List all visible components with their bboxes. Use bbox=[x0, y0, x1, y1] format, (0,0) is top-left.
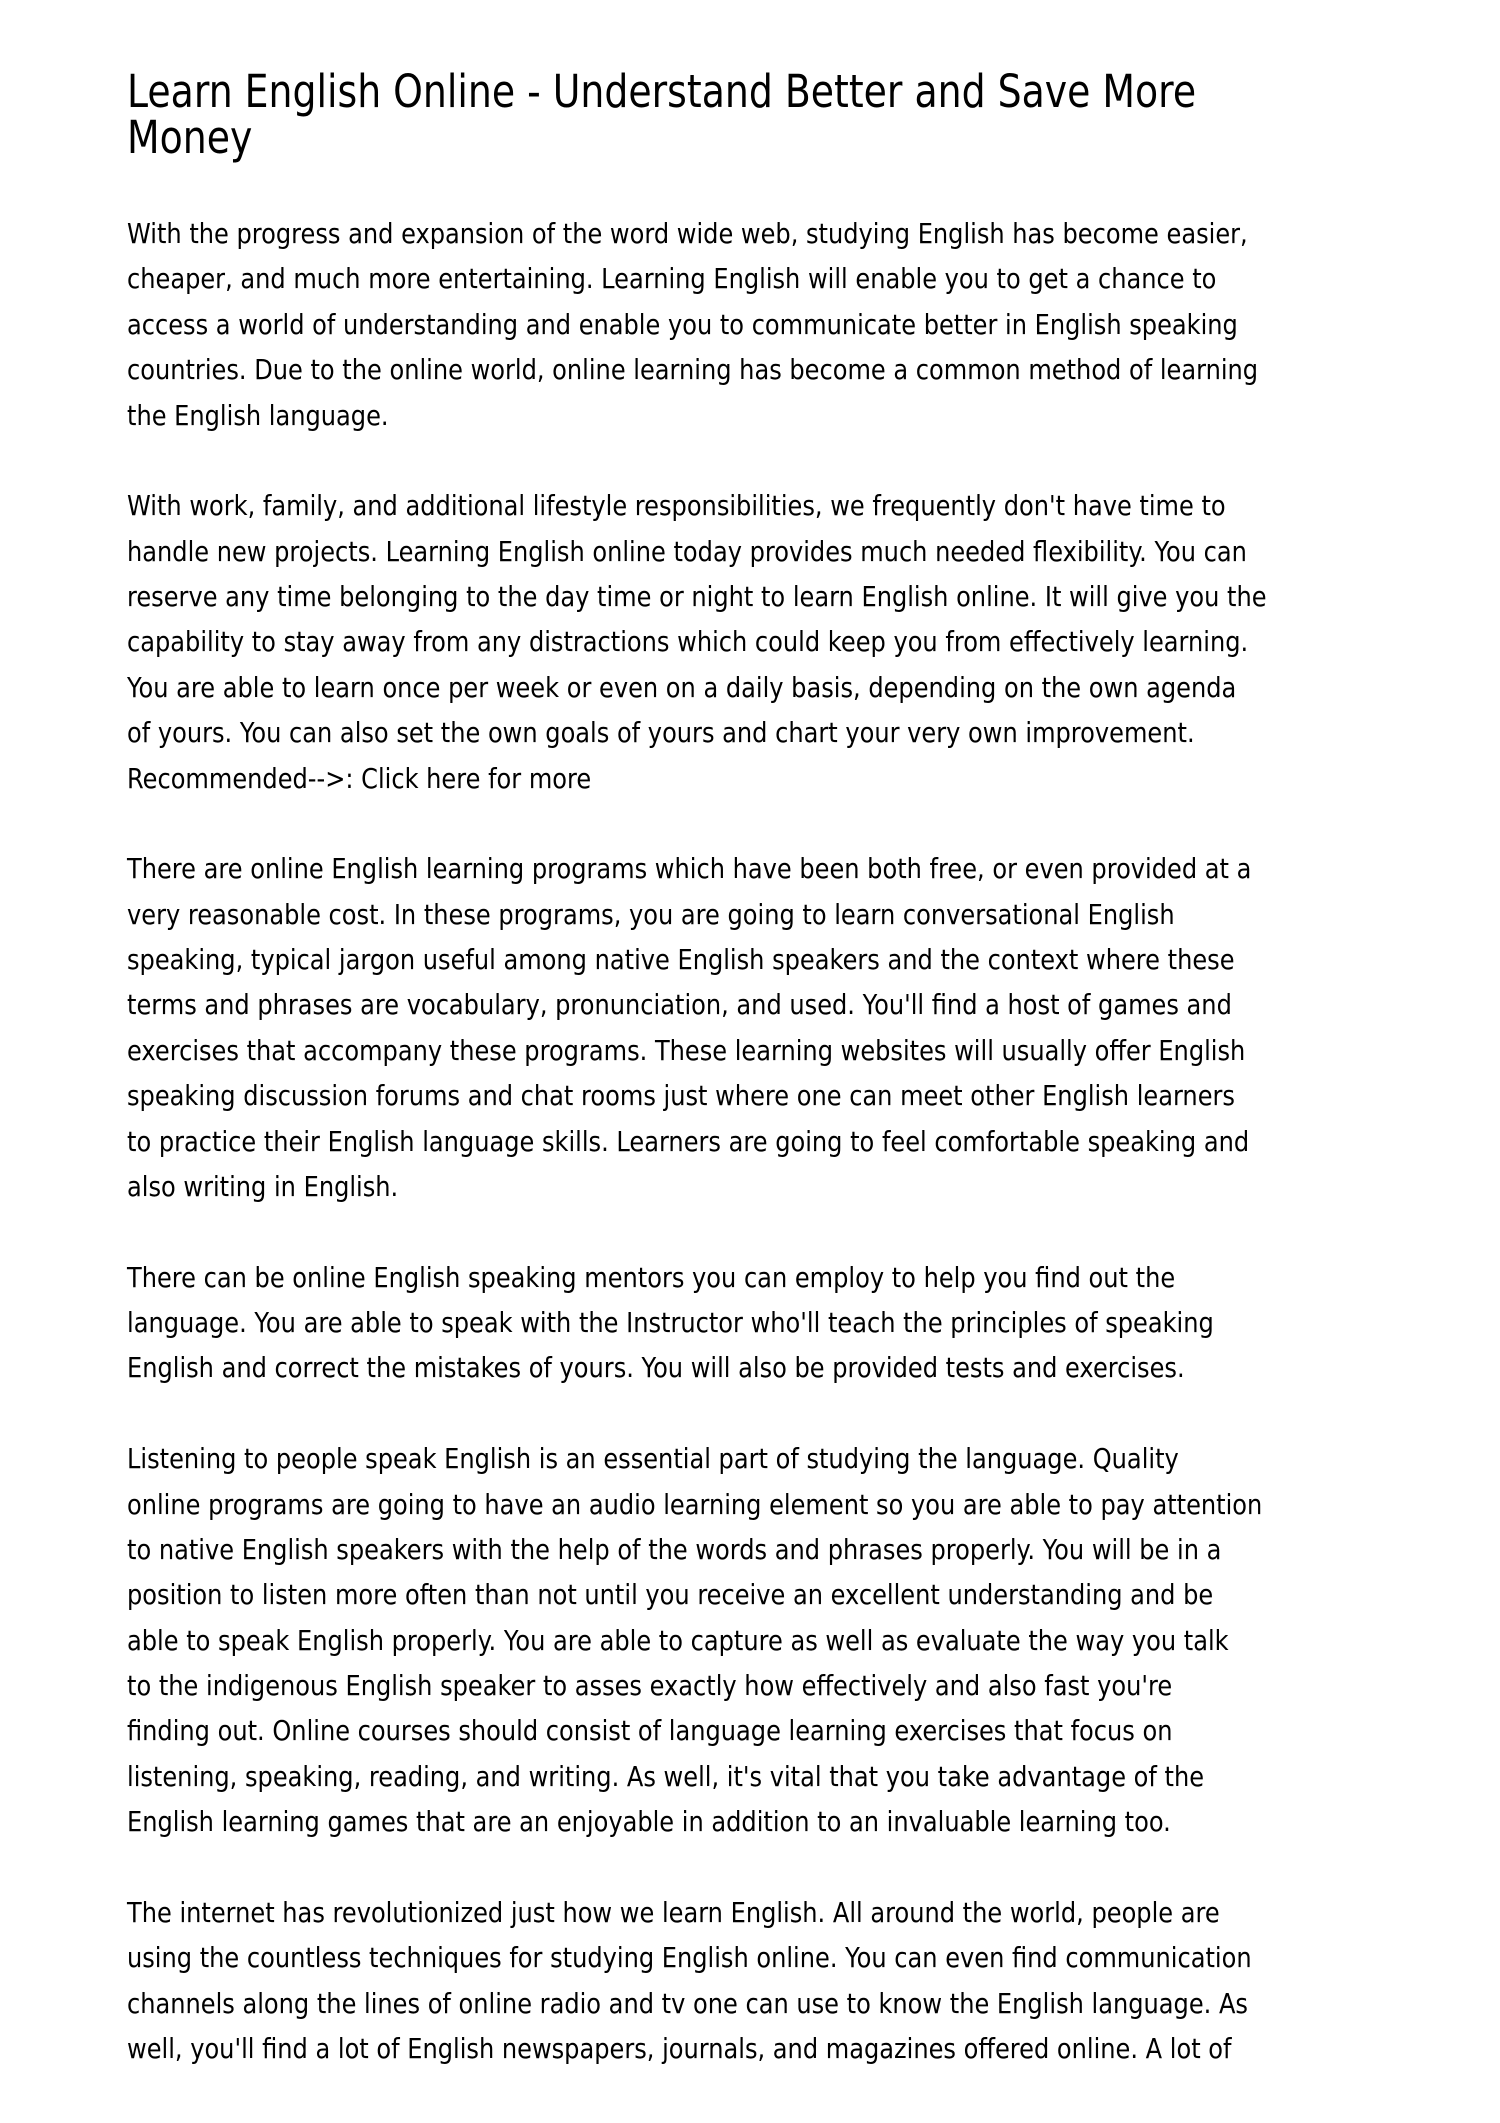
paragraph-5 bbox=[127, 1436, 1387, 1844]
paragraph-2 bbox=[127, 483, 1387, 801]
text-line: to the indigenous English speaker to asses exactly how effectively and also fast you're bbox=[127, 1669, 1173, 1702]
recommended-text: Recommended-->: Click here for more bbox=[127, 761, 592, 795]
text-line: able to speak English properly. You are able to capture as well as evaluate the way you talk bbox=[127, 1623, 1229, 1657]
text-line: listening, speaking, reading, and writing. As well, it's vital that you take advantage of the bbox=[127, 1759, 1205, 1793]
text-line: cheaper, and much more entertaining. Learning English will enable you to get a chance to bbox=[127, 262, 1217, 296]
text-line: terms and phrases are vocabulary, pronunciation, and used. You'll find a host of games and bbox=[127, 988, 1232, 1022]
title-line: Money bbox=[127, 111, 253, 164]
text-line: also writing in English. bbox=[127, 1169, 399, 1203]
text-line: to practice their English language skills. Learners are going to feel comfortable speaking and bbox=[127, 1124, 1250, 1158]
text-line: channels along the lines of online radio and tv one can use to know the English language. As bbox=[127, 1986, 1248, 2020]
text-line: very reasonable cost. In these programs, you are going to learn conversational English bbox=[127, 897, 1175, 931]
text-line: language. You are able to speak with the Instructor who'll teach the principles of speaking bbox=[127, 1306, 1214, 1339]
paragraph-1 bbox=[127, 211, 1387, 438]
text-line: access a world of understanding and enable you to communicate better in English speaking bbox=[127, 307, 1238, 341]
text-line: finding out. Online courses should consist of language learning exercises that focus on bbox=[127, 1714, 1173, 1748]
text-line: With the progress and expansion of the word wide web, studying English has become easier, bbox=[127, 217, 1248, 250]
text-line: reserve any time belonging to the day time or night to learn English online. It will give you the bbox=[127, 580, 1267, 613]
text-line: well, you'll find a lot of English newspapers, journals, and magazines offered online. A lot of bbox=[127, 2032, 1232, 2065]
text-line: There are online English learning programs which have been both free, or even provided at a bbox=[127, 852, 1252, 886]
text-line: countries. Due to the online world, online learning has become a common method of learning bbox=[127, 353, 1259, 387]
text-line: English learning games that are an enjoyable in addition to an invaluable learning too. bbox=[127, 1805, 1171, 1839]
text-line: capability to stay away from any distractions which could keep you from effectively learning. bbox=[127, 625, 1249, 659]
text-line: With work, family, and additional lifestyle responsibilities, we frequently don't have time to bbox=[127, 489, 1226, 523]
page-title bbox=[127, 65, 1400, 164]
paragraph-4 bbox=[127, 1255, 1387, 1391]
text-line: using the countless techniques for studying English online. You can even find communication bbox=[127, 1941, 1252, 1975]
text-line: of yours. You can also set the own goals of yours and chart your very own improvement. bbox=[127, 716, 1195, 750]
text-line: speaking, typical jargon useful among native English speakers and the context where these bbox=[127, 943, 1235, 976]
text-line: online programs are going to have an audio learning element so you are able to pay attention bbox=[127, 1487, 1263, 1521]
article-body bbox=[127, 211, 1387, 2117]
text-line: exercises that accompany these programs. These learning websites will usually offer English bbox=[127, 1033, 1246, 1067]
text-line: Listening to people speak English is an essential part of studying the language. Quality bbox=[127, 1442, 1179, 1476]
title-line: Learn English Online - Understand Better and Save More bbox=[127, 65, 1197, 118]
text-line: speaking discussion forums and chat rooms just where one can meet other English learners bbox=[127, 1079, 1235, 1113]
text-line: You are able to learn once per week or even on a daily basis, depending on the own agenda bbox=[127, 670, 1237, 704]
text-line: position to listen more often than not until you receive an excellent understanding and be bbox=[127, 1578, 1214, 1612]
text-line: to native English speakers with the help of the words and phrases properly. You will be in a bbox=[127, 1532, 1222, 1566]
text-line: handle new projects. Learning English online today provides much needed flexibility. You can bbox=[127, 534, 1247, 568]
text-line: The internet has revolutionized just how we learn English. All around the world, people are bbox=[127, 1895, 1220, 1929]
text-line: the English language. bbox=[127, 398, 389, 432]
paragraph-3 bbox=[127, 846, 1387, 1209]
paragraph-6 bbox=[127, 1890, 1387, 2072]
text-line: There can be online English speaking mentors you can employ to help you find out the bbox=[127, 1260, 1176, 1294]
text-line: English and correct the mistakes of yours. You will also be provided tests and exercises. bbox=[127, 1351, 1185, 1385]
